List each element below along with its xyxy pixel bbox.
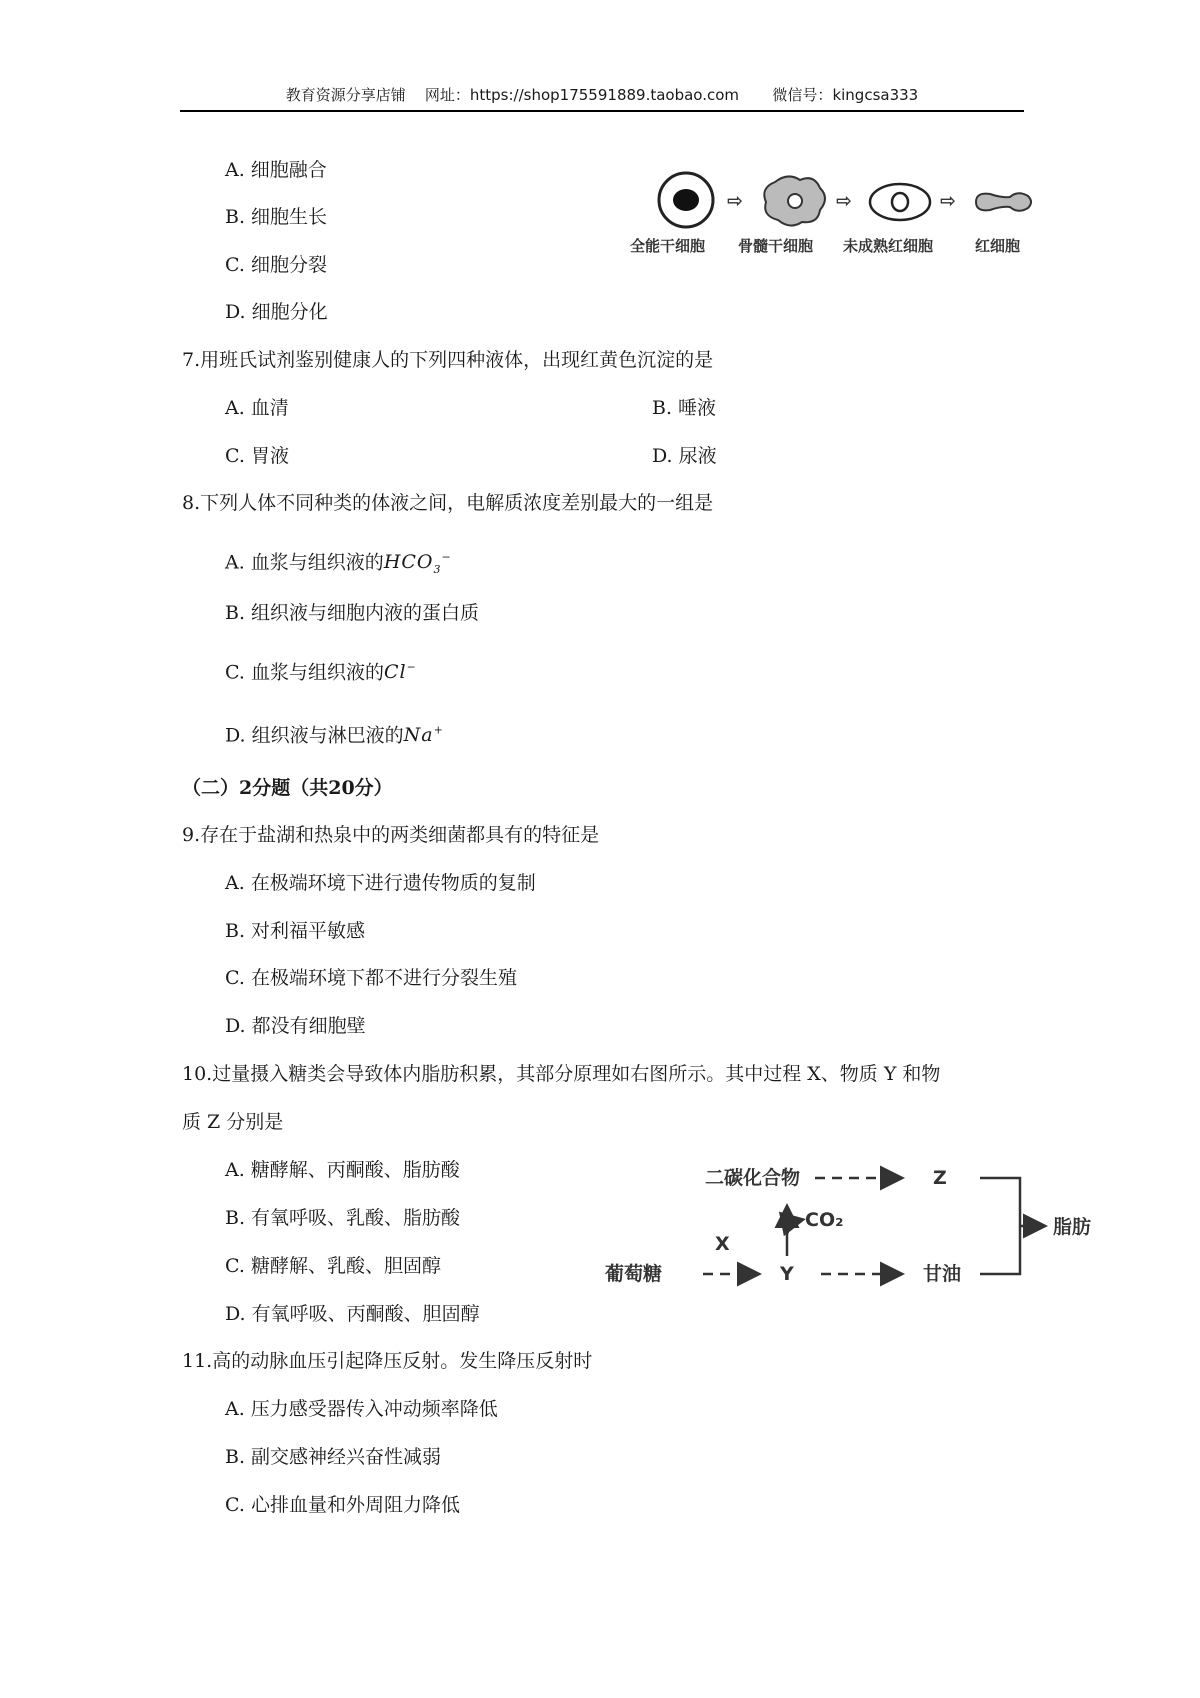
arrow-3-icon: ⇨ (940, 190, 956, 212)
totipotent-stem-cell-icon (659, 173, 713, 227)
glucose-label: 葡萄糖 (605, 1263, 663, 1285)
totipotent-label: 全能干细胞 (630, 237, 706, 255)
fat-synthesis-figure (595, 1150, 1115, 1300)
q11-option-b: B. 副交感神经兴奋性减弱 (225, 1446, 442, 1468)
bone-marrow-label: 骨髓干细胞 (738, 237, 814, 255)
bicarbonate-symbol: HCO (383, 551, 434, 574)
page-header (180, 84, 1024, 112)
red-blood-cell-icon (976, 193, 1031, 211)
q9-option-a: A. 在极端环境下进行遗传物质的复制 (225, 872, 536, 894)
wechat-id: kingcsa333 (832, 86, 919, 104)
z-label: Z (933, 1167, 947, 1189)
q8-option-a (225, 545, 452, 583)
merge-bracket (980, 1178, 1020, 1274)
q8-stem: 8.下列人体不同种类的体液之间，电解质浓度差别最大的一组是 (182, 492, 714, 514)
q10-stem-line2: 质 Z 分别是 (182, 1111, 284, 1133)
q9-stem: 9.存在于盐湖和热泉中的两类细菌都具有的特征是 (182, 824, 600, 846)
q6-option-c: C. 细胞分裂 (225, 254, 327, 276)
bicarbonate-subscript: 3 (433, 563, 442, 577)
q8-option-c (225, 655, 417, 685)
immature-red-cell-icon (870, 184, 930, 220)
shop-url[interactable]: https://shop175591889.taobao.com (469, 86, 740, 104)
y-label: Y (780, 1263, 794, 1285)
glycerol-label: 甘油 (923, 1263, 962, 1285)
q7-option-a: A. 血清 (225, 397, 289, 419)
chloride-charge: − (406, 661, 417, 674)
q10-option-c: C. 糖酵解、乳酸、胆固醇 (225, 1255, 441, 1277)
q6-option-d: D. 细胞分化 (225, 301, 328, 323)
q10-option-d: D. 有氧呼吸、丙酮酸、胆固醇 (225, 1303, 480, 1325)
q8-option-d (225, 718, 444, 748)
red-cell-label: 红细胞 (975, 237, 1021, 255)
x-label: X (715, 1233, 730, 1255)
sodium-symbol: Na (403, 724, 434, 747)
q7-stem: 7.用班氏试剂鉴别健康人的下列四种液体，出现红黄色沉淀的是 (182, 349, 714, 371)
section-heading: （二）2分题（共20分） (182, 777, 393, 799)
bicarbonate-formula (383, 551, 452, 577)
immature-red-label: 未成熟红细胞 (843, 237, 934, 255)
chloride-symbol: Cl (383, 661, 407, 684)
arrow-co2 (787, 1220, 801, 1234)
q9-option-b: B. 对利福平敏感 (225, 920, 366, 942)
shop-name: 教育资源分享店铺 (285, 86, 406, 104)
q9-option-d: D. 都没有细胞壁 (225, 1015, 366, 1037)
q7-option-c: C. 胃液 (225, 445, 289, 467)
sodium-formula (404, 724, 444, 746)
q10-option-a: A. 糖酵解、丙酮酸、脂肪酸 (225, 1159, 460, 1181)
two-carbon-label: 二碳化合物 (705, 1167, 801, 1189)
wechat-label: 微信号： (772, 86, 833, 104)
bicarbonate-charge: − (441, 551, 452, 564)
q6-option-b: B. 细胞生长 (225, 206, 328, 228)
q8-option-d-text: D. 组织液与淋巴液的 (225, 724, 404, 747)
arrow-1-icon: ⇨ (727, 190, 743, 212)
q6-option-a: A. 细胞融合 (225, 159, 327, 181)
fat-label: 脂肪 (1053, 1216, 1092, 1238)
q8-option-a-text: A. 血浆与组织液的 (225, 551, 384, 574)
q11-option-c: C. 心排血量和外周阻力降低 (225, 1494, 460, 1516)
q8-option-b: B. 组织液与细胞内液的蛋白质 (225, 602, 480, 624)
q10-option-b: B. 有氧呼吸、乳酸、脂肪酸 (225, 1207, 461, 1229)
arrow-2-icon: ⇨ (836, 190, 852, 212)
q9-option-c: C. 在极端环境下都不进行分裂生殖 (225, 967, 517, 989)
q10-stem-line1: 10.过量摄入糖类会导致体内脂肪积累，其部分原理如右图所示。其中过程 X、物质 Y 和物 (182, 1063, 941, 1085)
chloride-formula (384, 661, 417, 683)
q11-stem: 11.高的动脉血压引起降压反射。发生降压反射时 (182, 1350, 593, 1372)
bone-marrow-stem-cell-icon (764, 176, 825, 225)
q11-option-a: A. 压力感受器传入冲动频率降低 (225, 1398, 498, 1420)
co2-label: CO₂ (805, 1209, 844, 1231)
q7-option-d: D. 尿液 (652, 445, 717, 467)
sodium-charge: + (433, 724, 444, 737)
q7-option-b: B. 唾液 (652, 397, 717, 419)
url-label: 网址： (424, 86, 470, 104)
cell-differentiation-figure (630, 168, 1050, 268)
q8-option-c-text: C. 血浆与组织液的 (225, 661, 384, 684)
